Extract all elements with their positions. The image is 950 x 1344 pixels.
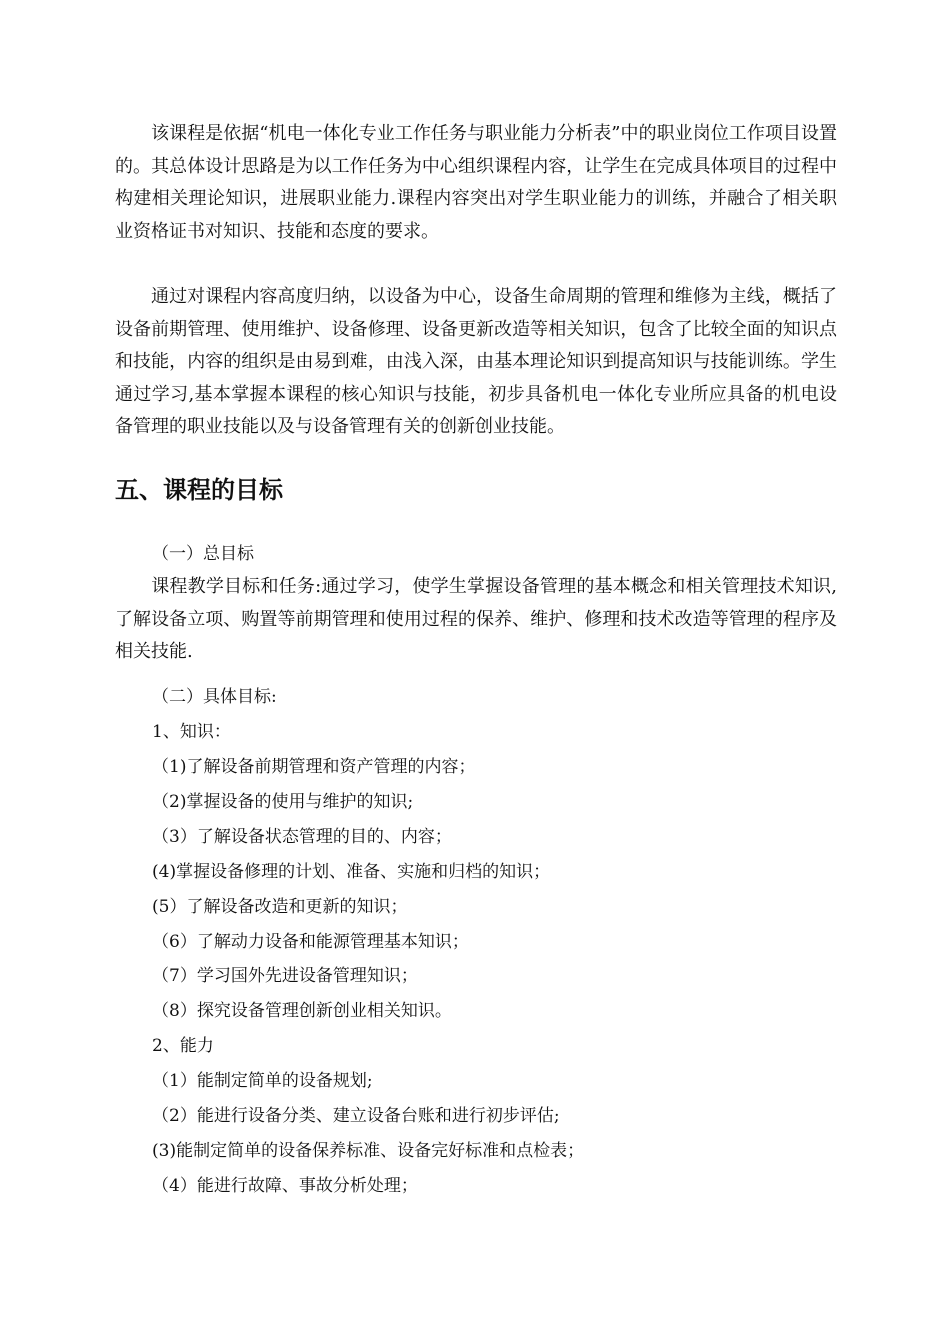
ability-item: (3)能制定简单的设备保养标准、设备完好标准和点检表； (152, 1141, 585, 1161)
intro-paragraph-2-text: 通过对课程内容高度归纳，以设备为中心，设备生命周期的管理和维修为主线，概括了设备前期管理、使用维护、设备修理、设备更新改造等相关知识，包含了比较全面的知识点和技能，内容的组织是由易到难，由浅入深，由基本理论知识到提高知识与技能训练。学生通过学习,基本掌握本课程的核心知识与技能，初步具备机电一体化专业所应具备的机电设备管理的职业技能以及与设备管理有关的创新创业技能。 (115, 286, 837, 438)
overall-goal-text: 课程教学目标和任务:通过学习，使学生掌握设备管理的基本概念和相关管理技术知识,了解设备立项、购置等前期管理和使用过程的保养、维护、修理和技术改造等管理的程序及相关技能. (115, 576, 837, 663)
knowledge-item: （2)掌握设备的使用与维护的知识; (152, 792, 414, 812)
knowledge-item: （7）学习国外先进设备管理知识； (152, 966, 418, 986)
knowledge-item: (5）了解设备改造和更新的知识； (152, 897, 408, 917)
intro-paragraph-1-text: 该课程是依据“机电一体化专业工作任务与职业能力分析表”中的职业岗位工作项目设置的。其总体设计思路是为以工作任务为中心组织课程内容，让学生在完成具体项目的过程中构建相关理论知识，进展职业能力.课程内容突出对学生职业能力的训练，并融合了相关职业资格证书对知识、技能和态度的要求。 (115, 123, 837, 242)
ability-title: 2、能力 (152, 1036, 214, 1056)
intro-paragraph-2 (115, 281, 837, 444)
knowledge-item: (4)掌握设备修理的计划、准备、实施和归档的知识； (152, 862, 551, 882)
ability-item: （1）能制定简单的设备规划; (152, 1071, 373, 1091)
knowledge-item: （1)了解设备前期管理和资产管理的内容； (152, 757, 476, 777)
knowledge-item: （3）了解设备状态管理的目的、内容； (152, 827, 452, 847)
knowledge-item: （6）了解动力设备和能源管理基本知识； (152, 932, 469, 952)
section-heading: 五、课程的目标 (115, 476, 283, 504)
overall-goal-title: （一）总目标 (152, 544, 254, 564)
ability-item: （4）能进行故障、事故分析处理； (152, 1176, 418, 1196)
knowledge-item: （8）探究设备管理创新创业相关知识。 (152, 1001, 452, 1021)
overall-goal-paragraph (115, 571, 837, 669)
knowledge-title: 1、知识： (152, 722, 231, 742)
intro-paragraph-1 (115, 118, 837, 248)
ability-item: （2）能进行设备分类、建立设备台账和进行初步评估; (152, 1106, 560, 1126)
specific-goal-title: （二）具体目标: (152, 687, 277, 707)
